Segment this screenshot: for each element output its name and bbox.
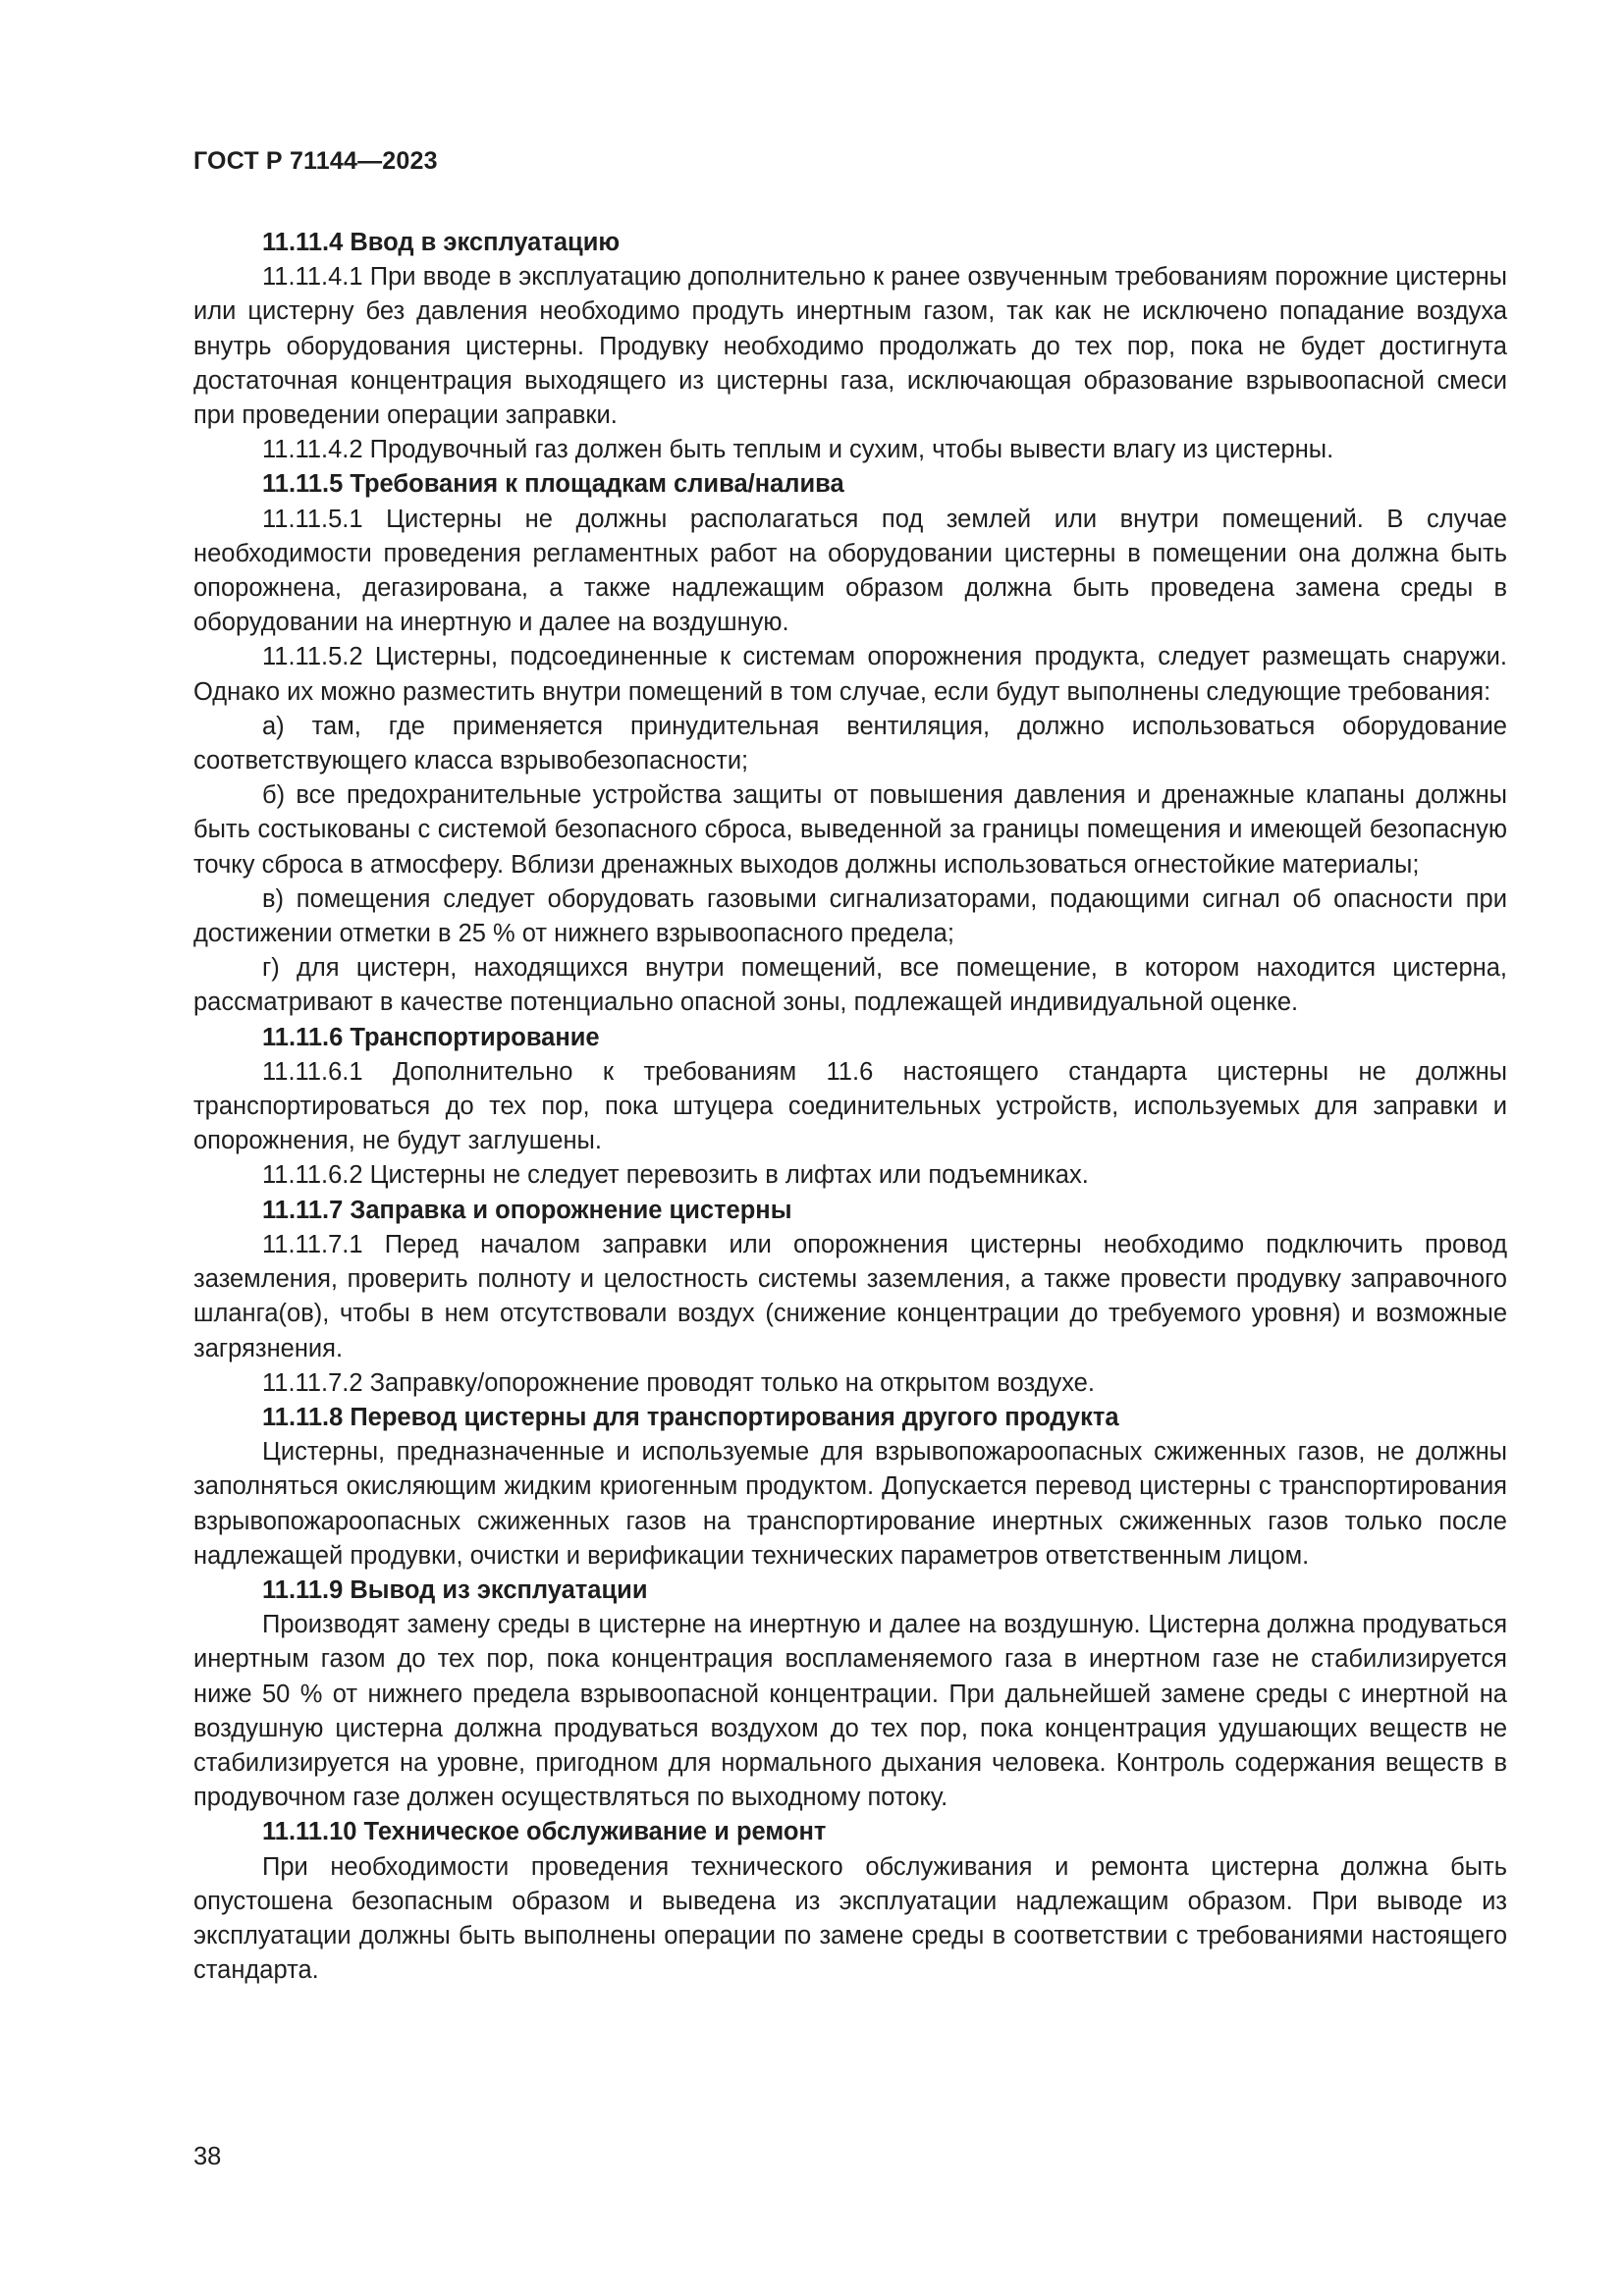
paragraph: При необходимости проведения технического обслуживания и ремонта цистерна должна быть опустошена безопасным образом и выведена из эксплуатации надлежащим образом. При выводе из эксплуатации должны быть выполнены операции по замене среды в соответствии с требованиями настоящего стандарта. <box>193 1852 1507 1985</box>
document-code: ГОСТ Р 71144—2023 <box>193 147 438 175</box>
paragraph: 11.11.7.1 Перед началом заправки или опорожнения цистерны необходимо подключить провод заземления, проверить полноту и целостность системы заземления, а также провести продувку заправочного шланга(ов), чтобы в нем отсутствовали воздух (снижение концентрации до требуемого уровня) и возможные загрязнения. <box>193 1230 1507 1362</box>
section-heading: 11.11.4 Ввод в эксплуатацию <box>262 229 621 256</box>
paragraph: 11.11.6.1 Дополнительно к требованиям 11.6 настоящего стандарта цистерны не должны транспортироваться до тех пор, пока штуцера соединительных устройств, используемых для заправки и опорожнения, не будут заглушены. <box>193 1057 1507 1155</box>
page-number: 38 <box>193 2143 222 2170</box>
paragraph: Производят замену среды в цистерне на инертную и далее на воздушную. Цистерна должна продуваться инертным газом до тех пор, пока концентрация воспламеняемого газа в инертном газе не стабилизируется ниже 50 % от нижнего предела взрывоопасной концентрации. При дальнейшей замене среды с инертной на воздушную цистерна должна продуваться воздухом до тех пор, пока концентрация удушающих веществ не стабилизируется на уровне, пригодном для нормального дыхания человека. Контроль содержания веществ в продувочном газе должен осуществляться по выходному потоку. <box>193 1611 1507 1812</box>
paragraph: 11.11.5.1 Цистерны не должны располагаться под землей или внутри помещений. В случае необходимости проведения регламентных работ на оборудовании цистерны в помещении она должна быть опорожнена, дегазирована, а также надлежащим образом должна быть проведена замена среды в оборудовании на инертную и далее на воздушную. <box>193 505 1507 637</box>
paragraph: 11.11.7.2 Заправку/опорожнение проводят только на открытом воздухе. <box>262 1368 1095 1397</box>
section-heading: 11.11.6 Транспортирование <box>262 1023 600 1051</box>
list-item: в) помещения следует оборудовать газовыми сигнализаторами, подающими сигнал об опасности при достижении отметки в 25 % от нижнего взрывоопасного предела; <box>193 884 1507 948</box>
section-heading: 11.11.8 Перевод цистерны для транспортирования другого продукта <box>262 1403 1119 1431</box>
paragraph: 11.11.6.2 Цистерны не следует перевозить в лифтах или подъемниках. <box>262 1161 1089 1190</box>
document-body <box>193 226 1507 1988</box>
list-item: б) все предохранительные устройства защиты от повышения давления и дренажные клапаны должны быть состыкованы с системой безопасного сброса, выведенной за границы помещения и имеющей безопасную точку сброса в атмосферу. Вблизи дренажных выходов должны использоваться огнестойкие материалы; <box>193 781 1507 879</box>
list-item: г) для цистерн, находящихся внутри помещений, все помещение, в котором находится цистерна, рассматривают в качестве потенциально опасной зоны, подлежащей индивидуальной оценке. <box>193 954 1507 1017</box>
paragraph: 11.11.4.2 Продувочный газ должен быть теплым и сухим, чтобы вывести влагу из цистерны. <box>262 436 1334 464</box>
section-heading: 11.11.7 Заправка и опорожнение цистерны <box>262 1196 792 1224</box>
list-item: а) там, где применяется принудительная вентиляция, должно использоваться оборудование соответствующего класса взрывобезопасности; <box>193 712 1507 775</box>
paragraph: 11.11.4.1 При вводе в эксплуатацию дополнительно к ранее озвученным требованиям порожние цистерны или цистерну без давления необходимо продуть инертным газом, так как не исключено попадание воздуха внутрь оборудования цистерны. Продувку необходимо продолжать до тех пор, пока не будет достигнута достаточная концентрация выходящего из цистерны газа, исключающая образование взрывоопасной смеси при проведении операции заправки. <box>193 263 1507 430</box>
section-heading: 11.11.9 Вывод из эксплуатации <box>262 1575 648 1604</box>
paragraph: Цистерны, предназначенные и используемые для взрывопожароопасных сжиженных газов, не должны заполняться окисляющим жидким криогенным продуктом. Допускается перевод цистерны с транспортирования взрывопожароопасных сжиженных газов на транспортирование инертных сжиженных газов только после надлежащей продувки, очистки и верификации технических параметров ответственным лицом. <box>193 1438 1507 1570</box>
paragraph: 11.11.5.2 Цистерны, подсоединенные к системам опорожнения продукта, следует размещать снаружи. Однако их можно разместить внутри помещений в том случае, если будут выполнены следующие требования: <box>193 643 1507 706</box>
section-heading: 11.11.10 Техническое обслуживание и ремонт <box>262 1818 827 1846</box>
section-heading: 11.11.5 Требования к площадкам слива/налива <box>262 470 844 499</box>
